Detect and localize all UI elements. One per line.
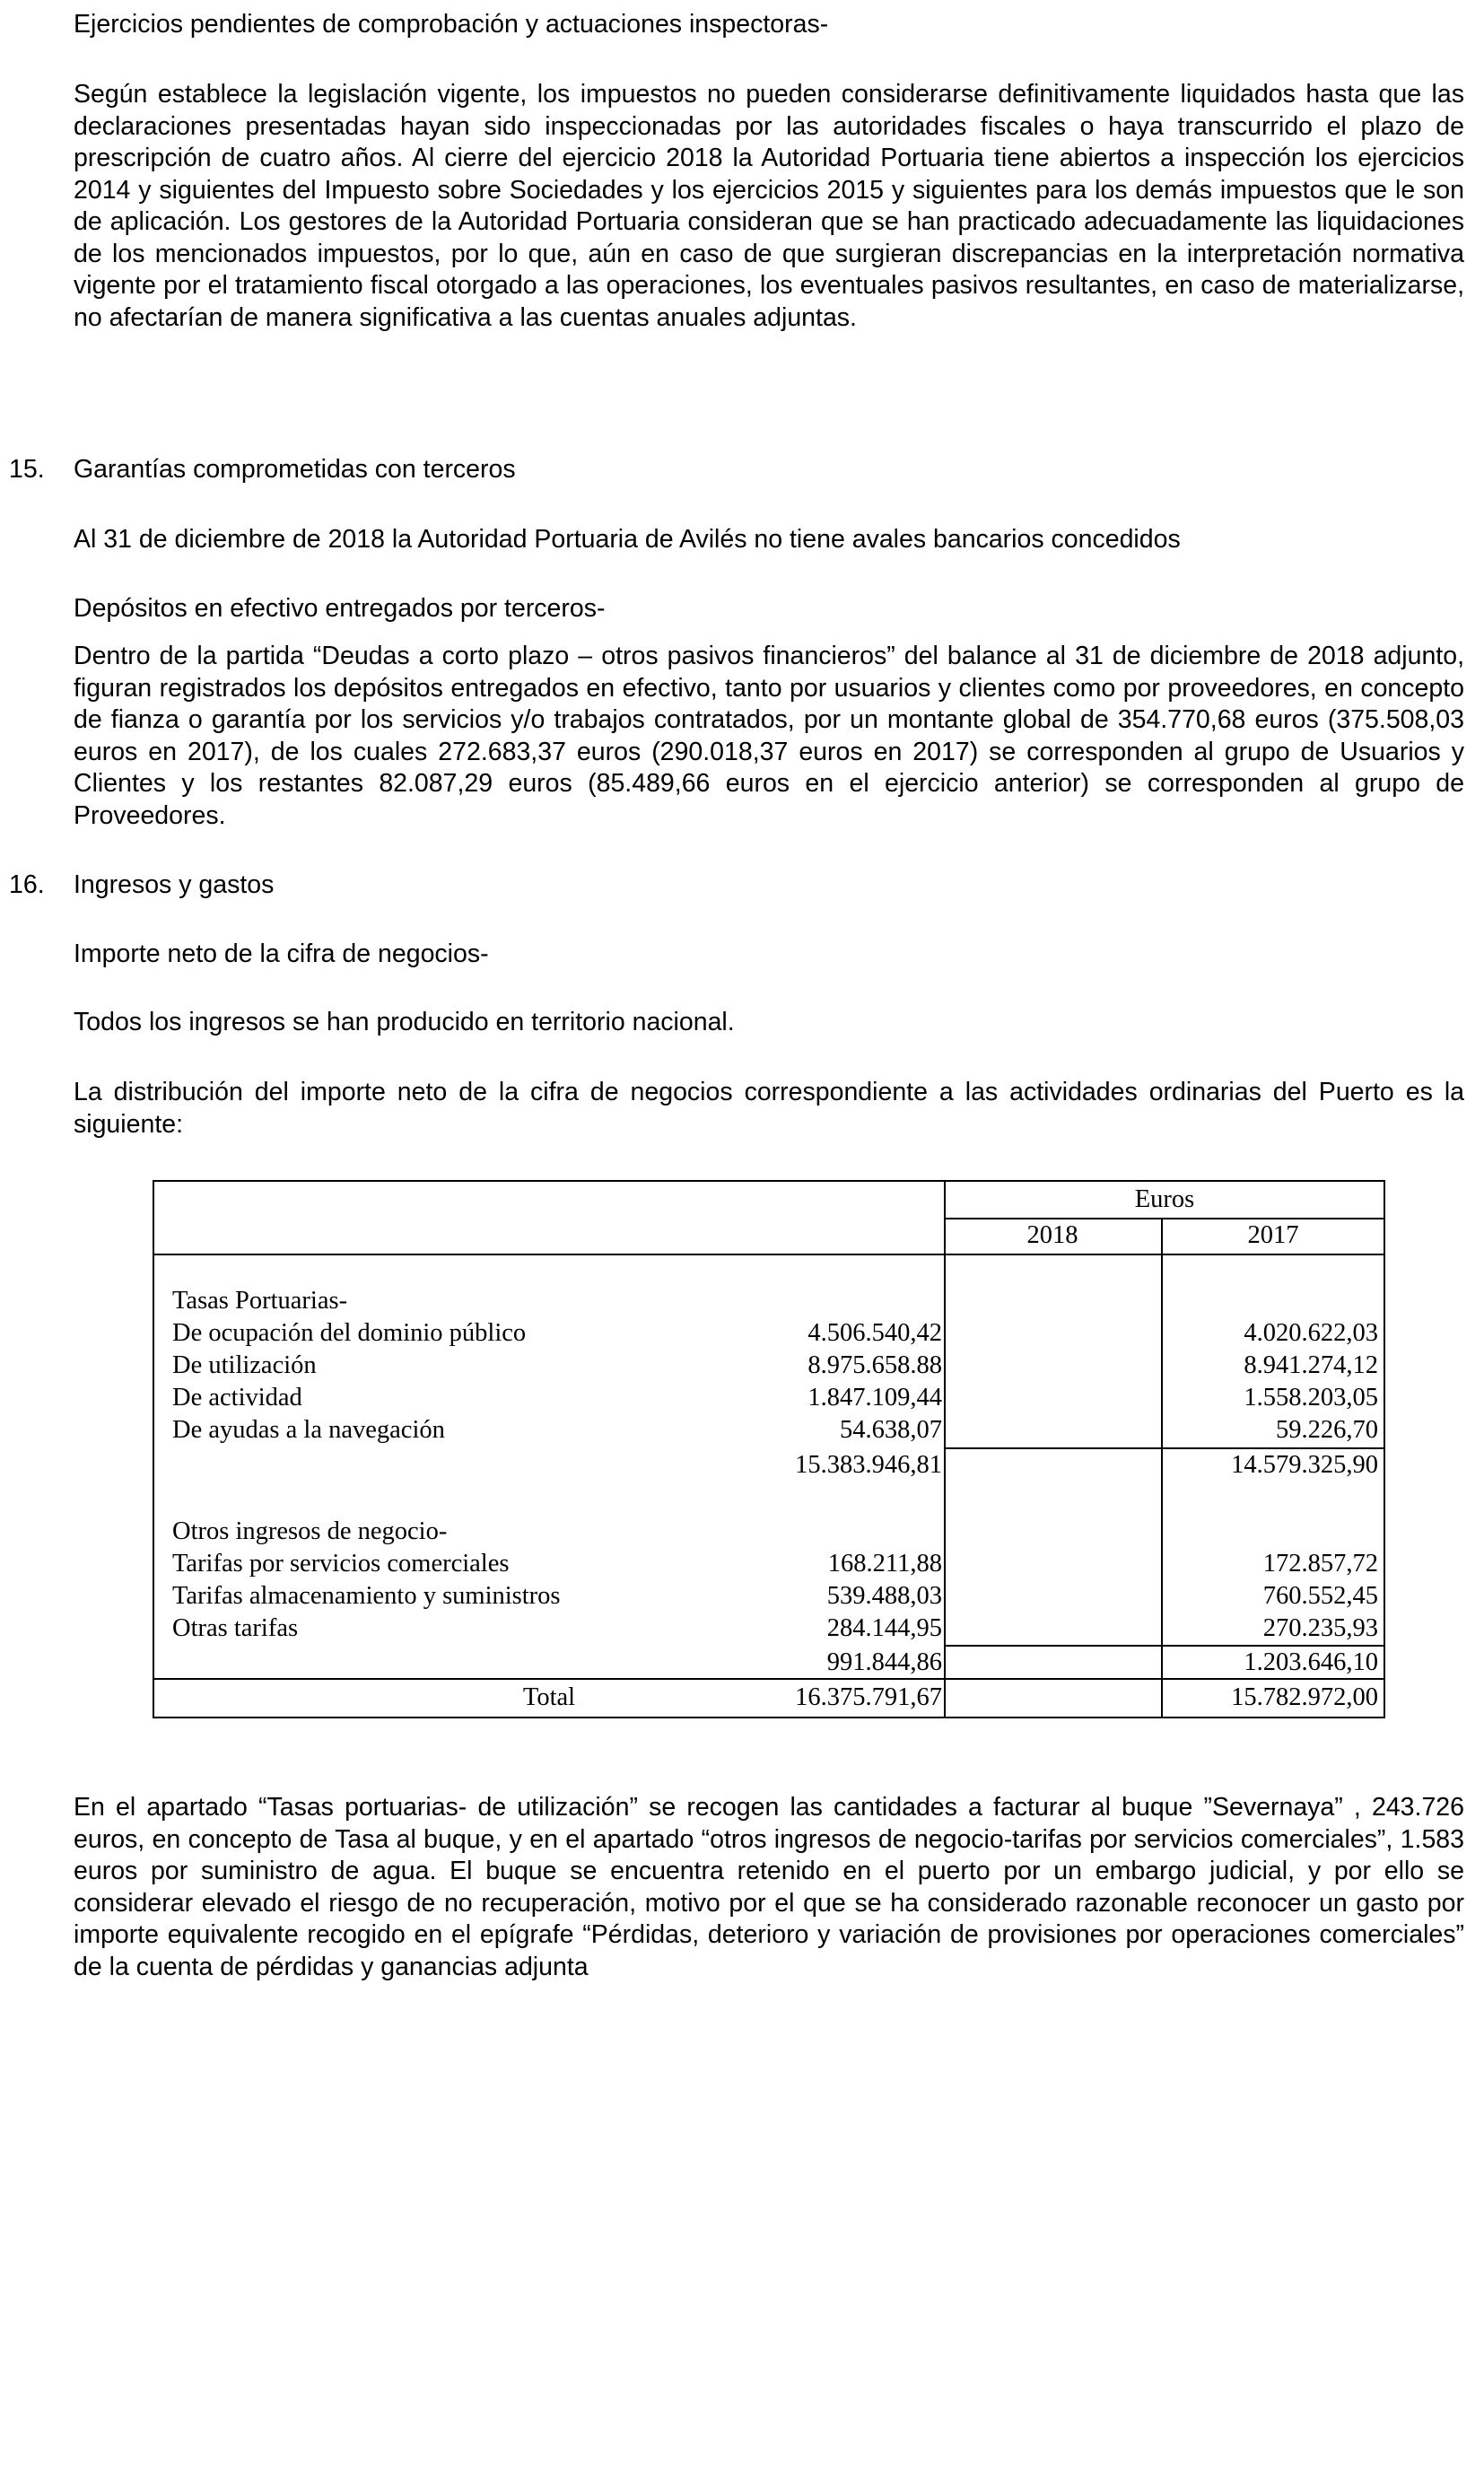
table-row-value-2018: 168.211,88 [827,1550,942,1578]
table-subtotal-2017: 1.203.646,10 [1244,1648,1378,1676]
table-group-title: Otros ingresos de negocio- [172,1517,448,1545]
table-subtotal-2018: 991.844,86 [826,1648,942,1676]
table-row-value-2018: 539.488,03 [826,1582,942,1610]
section-title-16: Ingresos y gastos [74,870,275,899]
table-row-value-2018: 8.975.658.88 [807,1351,942,1379]
table-row-value-2017: 1.558.203,05 [1244,1384,1378,1412]
paragraph-distribution-intro: La distribución del importe neto de la cifra de negocios correspondiente a las actividades ordinarias del Puerto es la siguiente: [74,1078,1464,1139]
table-row-value-2018: 284.144,95 [826,1614,942,1642]
table-row-label: De ocupación del dominio público [172,1319,527,1347]
table-row-value-2017: 4.020.622,03 [1244,1319,1378,1347]
revenue-table [153,1180,1385,1718]
subsection-heading-inspections: Ejercicios pendientes de comprobación y actuaciones inspectoras- [74,10,829,39]
table-total-2017: 15.782.972,00 [1231,1683,1378,1711]
paragraph-inspections: Según establece la legislación vigente, los impuestos no pueden considerarse definitivamente liquidados hasta que las declaraciones presentadas hayan sido inspeccionadas por las autoridades fiscales o haya transcurrido el plazo de prescripción de cuatro años. Al cierre del ejercicio 2018 la Autoridad Portuaria tiene abiertos a inspección los ejercicios 2014 y siguientes del Impuesto sobre Sociedades y los ejercicios 2015 y siguientes para los demás impuestos que le son de aplicación. Los gestores de la Autoridad Portuaria consideran que se han practicado adecuadamente las liquidaciones de los mencionados impuestos, por lo que, aún en caso de que surgieran discrepancias en la interpretación normativa vigente por el tratamiento fiscal otorgado a las operaciones, los eventuales pasivos resultantes, en caso de materializarse, no afectarían de manera significativa a las cuentas anuales adjuntas. [74,80,1464,332]
table-currency-header: Euros [1134,1185,1195,1213]
table-total-2018: 16.375.791,67 [795,1683,942,1711]
table-row-value-2018: 4.506.540,42 [807,1319,942,1347]
table-group-title: Tasas Portuarias- [172,1287,348,1315]
table-row-label: De actividad [172,1384,302,1412]
table-year-2017-header: 2017 [1247,1221,1299,1249]
section-title-15: Garantías comprometidas con terceros [74,455,516,484]
table-row-value-2017: 760.552,45 [1262,1582,1378,1610]
paragraph-severnaya: En el apartado “Tasas portuarias- de utilización” se recogen las cantidades a facturar al buque ”Severnaya” , 243.726 euros, en concepto de Tasa al buque, y en el apartado “otros ingresos de negocio-tarifas por servicios comerciales”, 1.583 euros por suministro de agua. El buque se encuentra retenido en el puerto por un embargo judicial, y por ello se considerar elevado el riesgo de no recuperación, motivo por el que se ha considerado razonable reconocer un gasto por importe equivalente recogido en el epígrafe “Pérdidas, deterioro y variación de provisiones por operaciones comerciales” de la cuenta de pérdidas y ganancias adjunta [74,1793,1464,1981]
table-row-value-2017: 172.857,72 [1262,1550,1378,1578]
paragraph-deposits: Dentro de la partida “Deudas a corto plazo – otros pasivos financieros” del balance al 31 de diciembre de 2018 adjunto, figuran registrados los depósitos entregados en efectivo, tanto por usuarios y clientes como por proveedores, en concepto de fianza o garantía por los servicios y/o trabajos contratados, por un montante global de 354.770,68 euros (375.508,03 euros en 2017), de los cuales 272.683,37 euros (290.018,37 euros en 2017) se corresponden al grupo de Usuarios y Clientes y los restantes 82.087,29 euros (85.489,66 euros en el ejercicio anterior) se corresponden al grupo de Proveedores. [74,642,1464,830]
table-row-value-2018: 54.638,07 [840,1416,942,1444]
table-row-label: De ayudas a la navegación [172,1416,445,1444]
table-row-label: De utilización [172,1351,317,1379]
table-row-label: Tarifas por servicios comerciales [172,1550,510,1578]
table-row-value-2017: 270.235,93 [1262,1614,1378,1642]
table-row-value-2017: 59.226,70 [1276,1416,1378,1444]
section-number-16: 16. [9,870,45,899]
subsection-heading-revenue: Importe neto de la cifra de negocios- [74,940,489,968]
table-row-value-2018: 1.847.109,44 [807,1384,942,1412]
table-subtotal-2018: 15.383.946,81 [795,1451,942,1479]
table-total-label: Total [522,1683,576,1711]
subsection-heading-deposits: Depósitos en efectivo entregados por terceros- [74,594,606,623]
paragraph-avales: Al 31 de diciembre de 2018 la Autoridad Portuaria de Avilés no tiene avales bancarios concedidos [74,525,1181,554]
section-number-15: 15. [9,455,45,484]
table-row-value-2017: 8.941.274,12 [1244,1351,1378,1379]
table-row-label: Tarifas almacenamiento y suministros [172,1582,561,1610]
table-row-label: Otras tarifas [172,1614,299,1642]
paragraph-territory: Todos los ingresos se han producido en territorio nacional. [74,1008,735,1036]
table-subtotal-2017: 14.579.325,90 [1231,1451,1378,1479]
table-year-2018-header: 2018 [1026,1221,1078,1249]
